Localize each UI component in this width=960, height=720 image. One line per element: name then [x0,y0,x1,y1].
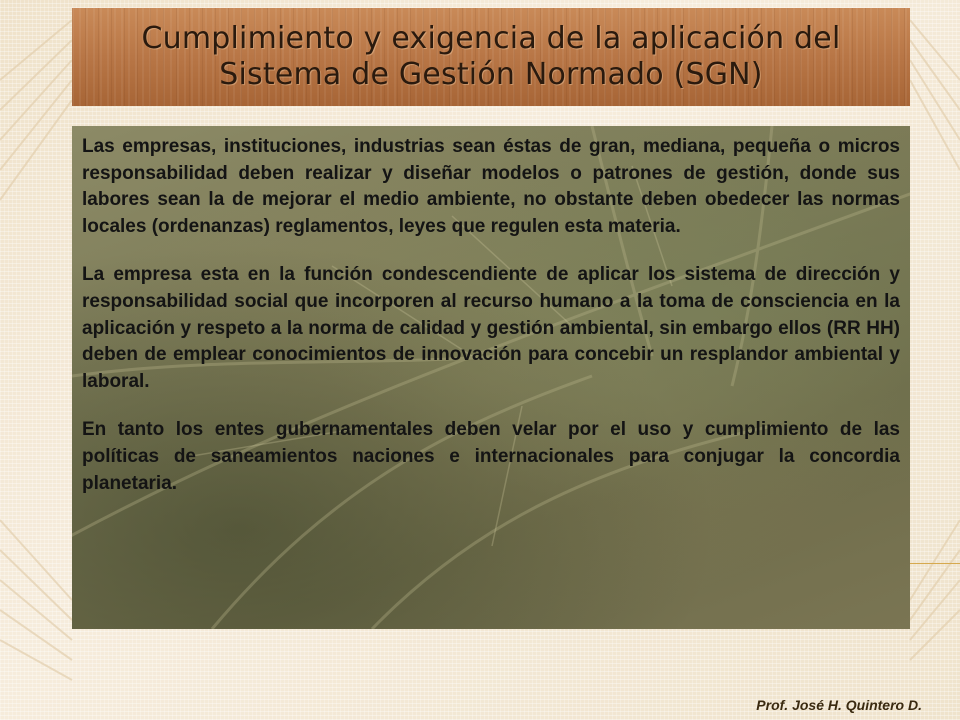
body-paragraph-3: En tanto los entes gubernamentales deben velar por el uso y cumplimiento de las políticas de saneamientos naciones e internacionales para conjugar la concordia planetaria. [82,419,900,494]
accent-divider-line [910,563,960,564]
slide-title-banner [72,8,910,106]
body-paragraph-2: La empresa esta en la función condescendiente de aplicar los sistema de dirección y responsabilidad social que incorporen al recurso humano a la toma de consciencia en la aplicación y respeto a la norma de calidad y gestión ambiental, sin embargo ellos (RR HH) deben de emplear conocimientos de innovación para concebir un resplandor ambiental y laboral. [82,264,900,392]
author-footer: Prof. José H. Quintero D. [756,697,922,713]
body-paragraph-1: Las empresas, instituciones, industrias sean éstas de gran, mediana, pequeña o micros responsabilidad deben realizar y diseñar modelos o patrones de gestión, donde sus labores sean la de mejorar el medio ambiente, no obstante deben obedecer las normas locales (ordenanzas) reglamentos, leyes que regulen esta materia. [82,136,900,237]
slide-title-line-2: Sistema de Gestión Normado (SGN) [219,57,763,92]
slide-title-line-1: Cumplimiento y exigencia de la aplicación del [141,21,841,56]
slide-content-panel [72,126,910,629]
slide-body-text [82,134,900,519]
